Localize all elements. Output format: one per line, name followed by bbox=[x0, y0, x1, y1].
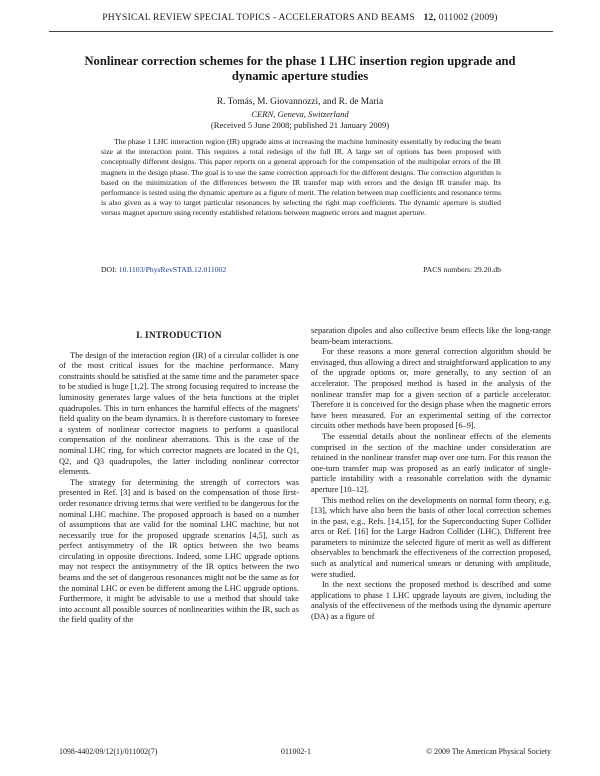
doi-line bbox=[101, 265, 501, 275]
header-rule bbox=[49, 31, 553, 32]
volume-number: 12, bbox=[423, 12, 437, 23]
author-list: R. Tomás, M. Giovannozzi, and R. de Maria bbox=[216, 97, 384, 107]
paragraph: The design of the interaction region (IR) of a circular collider is one of the most critical issues for the machine performance. Many constraints should be satisfied at the same time and the parameter space to be studied is huge [1,2]. The strong focusing required to increase the luminosity generates large values of the beta functions at the triplet quadrupoles. This in turn enhances the harmful effects of the magnets' field quality on the beam dynamics. It is therefore customary to foresee a system of nonlinear corrector magnets to perform a quasilocal compensation of the nonlinear aberrations. This is the case of the nominal LHC ring, for which corrector magnets are located in the Q1, Q2, and Q3 quadrupoles, the latter including nonlinear corrector elements. bbox=[59, 350, 299, 477]
paragraph: The essential details about the nonlinear effects of the elements comprised in the section of the machine under consideration are retained in the nonlinear transfer map over one turn. For this reason the one-turn transfer map was proposed as an early indicator of single-particle instability with a reasonable correlation with the dynamic aperture [10–12]. bbox=[311, 431, 551, 494]
paragraph: separation dipoles and also collective beam effects like the long-range beam-beam interactions. bbox=[311, 326, 551, 346]
article-number: 011002 (2009) bbox=[438, 12, 498, 23]
issn-code: 1098-4402/09/12(1)/011002(7) bbox=[59, 747, 158, 756]
doi-link[interactable]: 10.1103/PhysRevSTAB.12.011002 bbox=[118, 265, 227, 274]
page-number: 011002-1 bbox=[281, 747, 311, 756]
copyright: © 2009 The American Physical Society bbox=[426, 747, 551, 756]
paper-title: Nonlinear correction schemes for the phase 1 LHC insertion region upgrade and dynamic aperture studies bbox=[84, 54, 516, 83]
paragraph: This method relies on the developments on normal form theory, e.g. [13], which have also been the basis of other local correction schemes in the past, e.g., Refs. [14,15], for the Superconducting Super Collider arcs or Ref. [16] for the Large Hadron Collider (LHC). Different free parameters to minimize the selected figure of merit as well as different observables to benchmark the effectiveness of the correction proposed, such as analytical and numerical smears or detuning with amplitude, were studied. bbox=[311, 495, 551, 579]
received-dates: (Received 5 June 2008; published 21 January 2009) bbox=[210, 120, 390, 130]
section-heading: I. INTRODUCTION bbox=[136, 331, 222, 341]
paragraph: The strategy for determining the strength of correctors was presented in Ref. [3] and is based on the compensation of those first-order resonance driving terms that were verified to be dangerous for the nominal LHC machine. The proposed approach is based on a number of assumptions that are valid for the nominal LHC machine, but not necessarily true for the proposed upgrade scenarios [4,5], such as perfect antisymmetry of the IR optics between the two beams circulating in opposite directions. Indeed, some LHC upgrade options may not respect the antisymmetry of the IR optics between the two beams and the set of dangerous resonances might not be the same as for the nominal LHC or even be different among the LHC upgrade options. Furthermore, it might be advisable to use a method that should take into account all possible sources of nonlinearities within the IR, such as the field quality of the bbox=[59, 477, 299, 625]
left-column bbox=[59, 326, 299, 626]
journal-name: PHYSICAL REVIEW SPECIAL TOPICS - ACCELERATORS AND BEAMS bbox=[102, 12, 415, 23]
doi-label: DOI: bbox=[101, 265, 117, 274]
abstract: The phase 1 LHC interaction region (IR) upgrade aims at increasing the machine luminosity essentially by reducing the beam size at the interaction point. This requires a total redesign of the full IR. A large set of options has been proposed with conceptually different designs. This paper reports on a general approach for the compensation of the multipolar errors of the IR magnets in the design phase. The goal is to use the same correction approach for the different designs. The correction algorithm is based on the minimization of the differences between the IR transfer map with errors and the design IR transfer map. Its performance is tested using the dynamic aperture as a figure of merit. The relation between map coefficients and resonance terms is also given as a way to target particular resonances by selecting the right map coefficients. The dynamic aperture is studied versus magnet aperture using recently established relations between magnetic errors and magnet aperture. bbox=[101, 137, 501, 218]
running-head bbox=[0, 12, 600, 23]
paragraph: For these reasons a more general correction algorithm should be envisaged, thus allowing a direct and straightforward application to any of the upgrade options or, more generally, to any section of an accelerator. The proposed method is based in the analysis of the nonlinear transfer map for a given section of a particle accelerator. Therefore it is conceived for the design phase when the magnetic errors have been measured. For an experimental setting of the corrector circuits other methods have been proposed [6–9]. bbox=[311, 347, 551, 431]
right-column bbox=[311, 326, 551, 623]
pacs-numbers: PACS numbers: 29.20.db bbox=[423, 265, 501, 274]
paragraph: In the next sections the proposed method is described and some applications to phase 1 LHC upgrade layouts are given, including the analysis of the effectiveness of the methods using the dynamic aperture (DA) as a figure of bbox=[311, 580, 551, 622]
affiliation: CERN, Geneva, Switzerland bbox=[251, 109, 349, 119]
